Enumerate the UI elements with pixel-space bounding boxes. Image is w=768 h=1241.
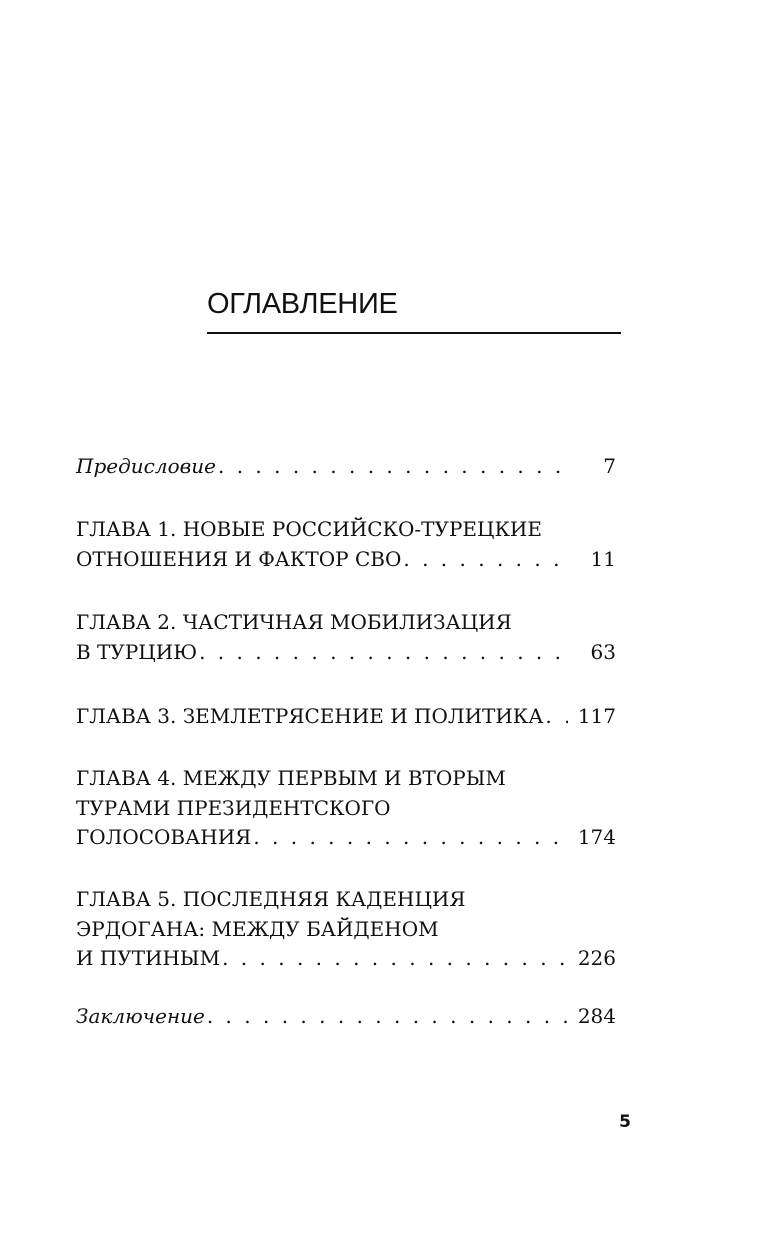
toc-entry-chapter-2[interactable] xyxy=(76,608,616,667)
toc-entry-chapter-3[interactable] xyxy=(76,702,616,732)
toc-entry-page: 117 xyxy=(577,704,616,728)
toc-entry-title: ГЛАВА 1. НОВЫЕ РОССИЙСКО-ТУРЕЦКИЕ xyxy=(76,517,542,541)
toc-entry-chapter-4[interactable] xyxy=(76,764,616,853)
toc-entry-page: 284 xyxy=(577,1004,616,1028)
dot-leader xyxy=(403,545,568,575)
toc-entry-page: 226 xyxy=(577,946,616,970)
toc-entry-title: ГЛАВА 3. ЗЕМЛЕТРЯСЕНИЕ И ПОЛИТИКА xyxy=(76,704,544,728)
dot-leader xyxy=(545,702,568,732)
toc-entry-title: ЭРДОГАНА: МЕЖДУ БАЙДЕНОМ xyxy=(76,916,439,941)
toc-entry-title: ГЛАВА 2. ЧАСТИЧНАЯ МОБИЛИЗАЦИЯ xyxy=(76,610,512,634)
toc-entry-title: Заключение xyxy=(76,1004,205,1028)
toc-entry-title: ГОЛОСОВАНИЯ xyxy=(76,825,252,849)
heading-underline xyxy=(207,332,621,334)
toc-entry-page: 7 xyxy=(603,454,616,478)
toc-entry-page: 63 xyxy=(590,639,616,664)
toc-entry-chapter-1[interactable] xyxy=(76,515,616,574)
toc-entry-conclusion[interactable] xyxy=(76,1002,616,1032)
toc-entry-title: В ТУРЦИЮ xyxy=(76,639,198,664)
dot-leader xyxy=(253,823,568,853)
toc-entry-title: ГЛАВА 4. МЕЖДУ ПЕРВЫМ И ВТОРЫМ xyxy=(76,766,506,790)
toc-entry-title: И ПУТИНЫМ xyxy=(76,946,221,970)
toc-entry-chapter-5[interactable] xyxy=(76,885,616,974)
toc-heading: ОГЛАВЛЕНИЕ xyxy=(207,288,398,320)
dot-leader xyxy=(218,452,568,482)
toc-entry-preface[interactable] xyxy=(76,452,616,482)
page-number: 5 xyxy=(619,1112,631,1132)
toc-entry-page: 11 xyxy=(590,546,616,571)
dot-leader xyxy=(207,1002,568,1032)
toc-entry-page: 174 xyxy=(577,825,616,849)
toc-entry-title: ГЛАВА 5. ПОСЛЕДНЯЯ КАДЕНЦИЯ xyxy=(76,887,466,911)
toc-entry-title: Предисловие xyxy=(76,454,216,478)
toc-entry-title: ТУРАМИ ПРЕЗИДЕНТСКОГО xyxy=(76,795,391,820)
dot-leader xyxy=(199,638,568,668)
dot-leader xyxy=(222,944,568,974)
toc-entry-title: ОТНОШЕНИЯ И ФАКТОР СВО xyxy=(76,546,402,571)
